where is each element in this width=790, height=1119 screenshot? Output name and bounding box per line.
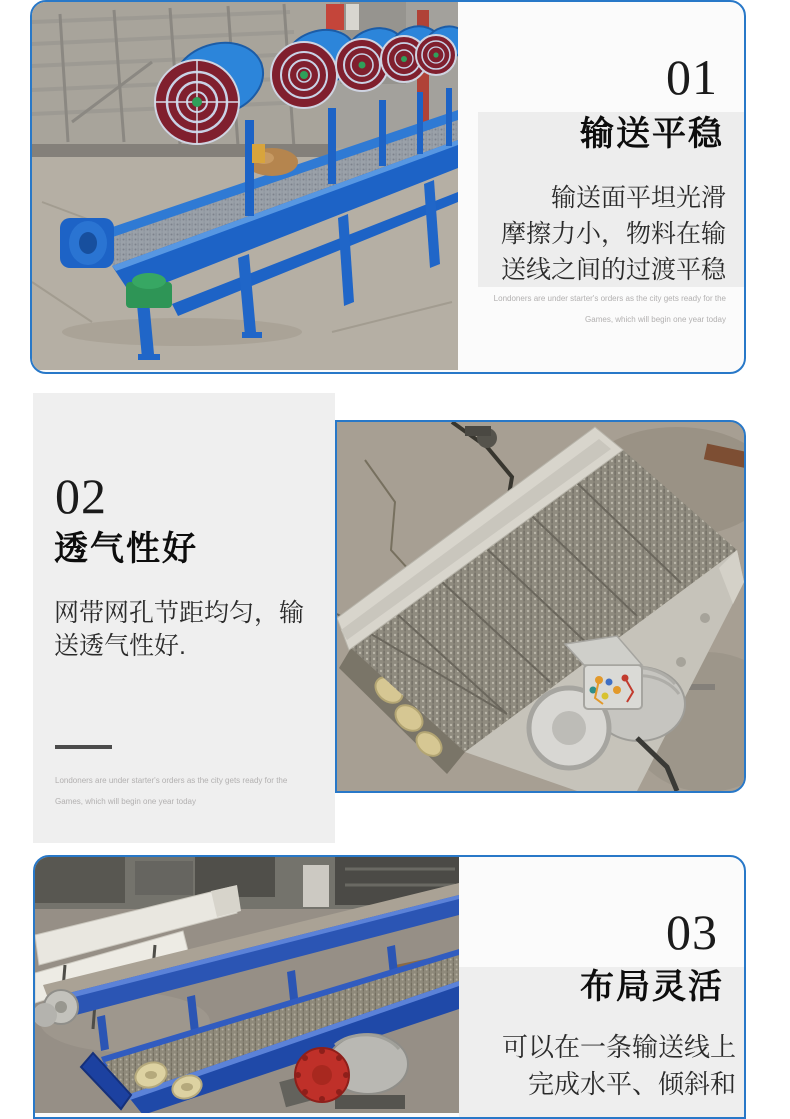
feature-2-body-line: 网带网孔节距均匀，输 <box>54 599 305 627</box>
feature-1-number: 01 <box>666 49 718 105</box>
feature-2-body-line: 送透气性好. <box>54 632 186 660</box>
feature-1-title: 输送平稳 <box>580 115 724 153</box>
feature-1-caption <box>494 288 726 330</box>
feature-2-number: 02 <box>55 468 107 524</box>
feature-2-photo-frame <box>335 420 746 793</box>
feature-1-body-line: 送线之间的过渡平稳 <box>500 256 726 284</box>
feature-1-caption-line: Games, which will begin one year today <box>585 315 726 324</box>
product-photo-2-stainless-mesh-conveyor <box>337 422 744 791</box>
feature-1-body-line: 摩擦力小，物料在输 <box>500 220 726 248</box>
feature-3-body-line: 可以在一条输送线上 <box>501 1032 736 1062</box>
feature-2-caption-line: Londoners are under starter's orders as the city gets ready for the <box>55 776 288 785</box>
feature-card-1 <box>30 0 746 374</box>
feature-2-body <box>54 597 304 663</box>
feature-1-body <box>501 180 726 288</box>
feature-1-caption-line: Londoners are under starter's orders as the city gets ready for the <box>493 294 726 303</box>
feature-card-3 <box>33 855 746 1119</box>
feature-1-body-line: 输送面平坦光滑 <box>550 184 726 212</box>
feature-2-caption-line: Games, which will begin one year today <box>55 797 196 806</box>
feature-2-title: 透气性好 <box>54 530 198 568</box>
product-photo-1-conveyor-with-fans <box>32 2 458 370</box>
product-photo-3-conveyor-line <box>35 857 459 1113</box>
feature-3-number: 03 <box>666 904 718 960</box>
feature-3-body <box>502 1029 736 1103</box>
feature-2-caption <box>55 770 287 812</box>
feature-3-body-line: 完成水平、倾斜和 <box>527 1069 736 1099</box>
feature-3-title: 布局灵活 <box>580 968 724 1006</box>
divider-dash <box>55 745 112 749</box>
feature-2-text-panel <box>33 393 335 843</box>
